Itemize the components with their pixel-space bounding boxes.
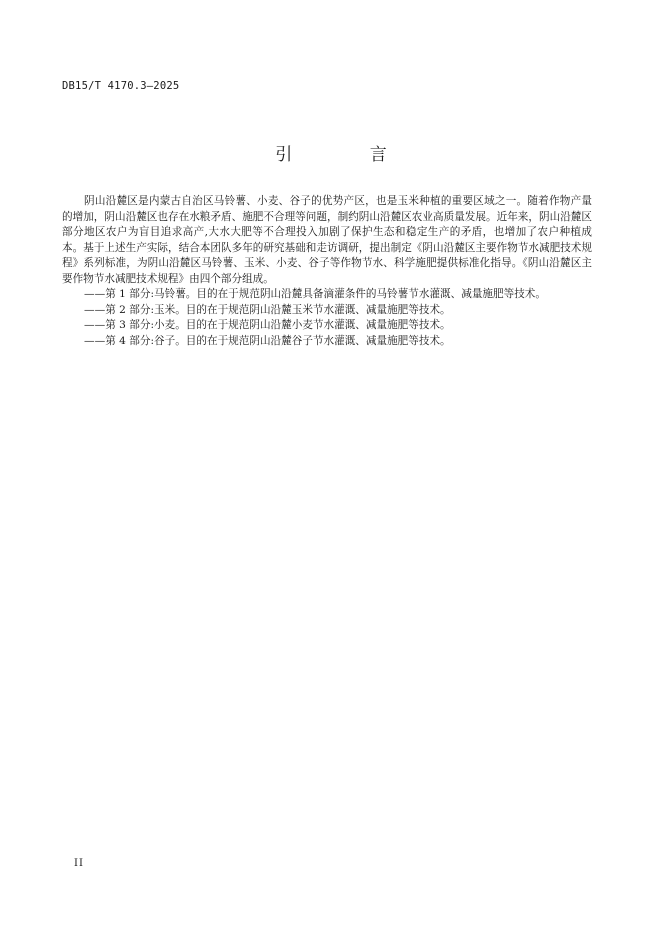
list-item: ——第 4 部分:谷子。目的在于规范阴山沿麓谷子节水灌溉、减量施肥等技术。 — [84, 334, 451, 347]
intro-paragraph: 阴山沿麓区是内蒙古自治区马铃薯、小麦、谷子的优势产区，也是玉米种植的重要区域之一。随着作物产量的增加，阴山沿麓区也存在水粮矛盾、施肥不合理等问题，制约阴山沿麓区农业高质量发展。近年来，阴山沿麓区部分地区农户为盲目追求高产,大水大肥等不合理投入加剧了保护生态和稳定生产的矛盾，也增加了农户种植成本。基于上述生产实际，结合本团队多年的研究基础和走访调研，提出制定《阴山沿麓区主要作物节水减肥技术规程》系列标准，为阴山沿麓区马铃薯、玉米、小麦、谷子等作物节水、科学施肥提供标准化指导。《阴山沿麓区主要作物节水减肥技术规程》由四个部分组成。 — [62, 195, 592, 285]
list-item: ——第 2 部分:玉米。目的在于规范阴山沿麓玉米节水灌溉、减量施肥等技术。 — [84, 303, 451, 316]
list-item: ——第 3 部分:小麦。目的在于规范阴山沿麓小麦节水灌溉、减量施肥等技术。 — [84, 319, 451, 331]
document-body — [62, 194, 592, 349]
page-title: 引 言 — [275, 145, 423, 165]
parts-list — [62, 287, 592, 349]
page-number: II — [74, 858, 84, 869]
list-item: ——第 1 部分:马铃薯。目的在于规范阴山沿麓具备滴灌条件的马铃薯节水灌溉、减量施肥等技术。 — [84, 288, 546, 300]
document-code: DB15/T 4170.3—2025 — [62, 80, 180, 92]
